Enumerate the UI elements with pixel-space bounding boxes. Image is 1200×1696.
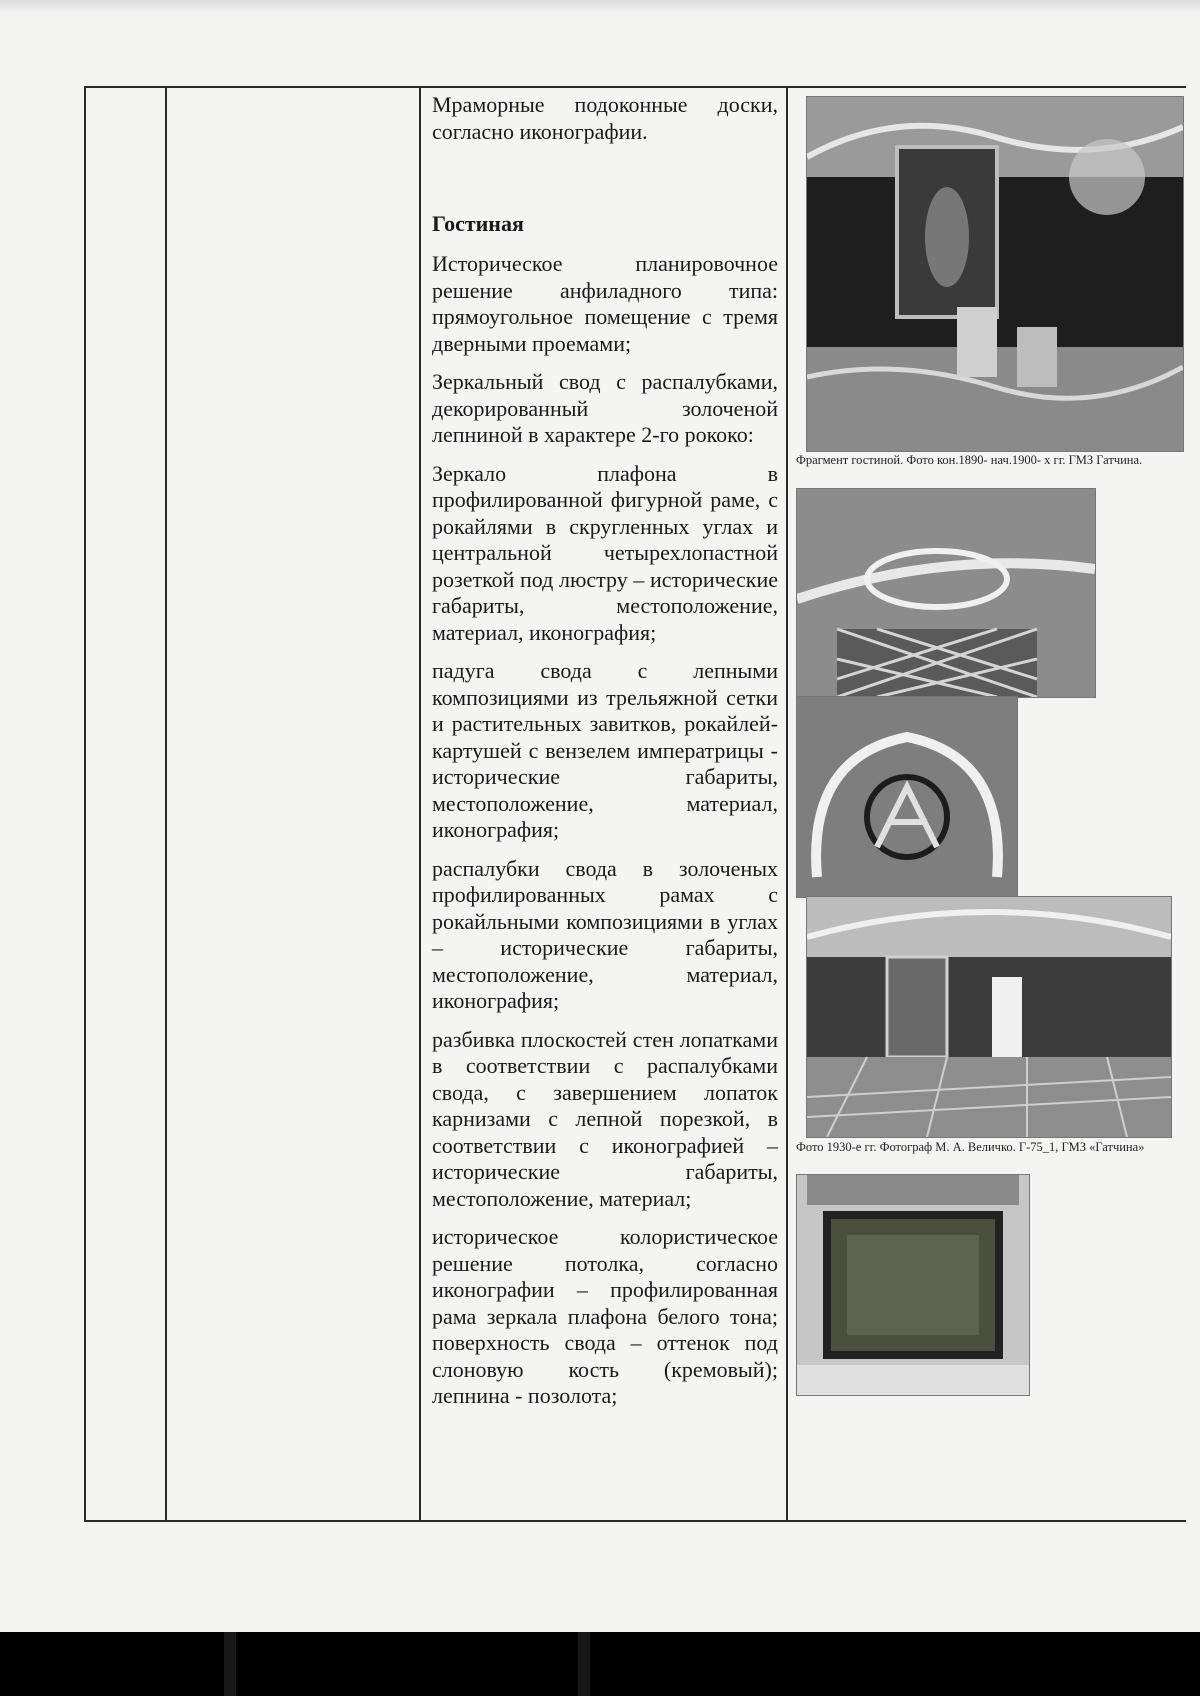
description-column xyxy=(432,92,778,1422)
paragraph-7: историческое колористическое решение потолка, согласно иконографии – профилированная рама зеркала плафона белого тона; поверхность свода – оттенок под слоновую кость (кремовый); лепнина - позолота; xyxy=(432,1224,778,1408)
paragraph-4: падуга свода с лепными композициями из трельяжной сетки и растительных завитков, рокайлей-картушей с вензелем императрицы - исторические габариты, местоположение, материал, иконография; xyxy=(432,658,778,842)
scan-bottom-edge xyxy=(0,1632,1200,1696)
photo-drawing-room-1930s xyxy=(806,896,1172,1138)
scan-top-edge xyxy=(0,0,1200,14)
paragraph-6: разбивка плоскостей стен лопатками в соответствии с распалубками свода, с завершением лопаток карнизами с лепной порезкой, в соответствии с иконографией – исторические габариты, местоположение, материал; xyxy=(432,1026,778,1211)
table-bottom-border xyxy=(84,1520,1186,1522)
paragraph-3: Зеркало плафона в профилированной фигурной раме, с рокайлями в скругленных углах и центральной четырехлопастной розеткой под люстру – исторические габариты, местоположение, материал, иконография; xyxy=(432,460,778,645)
table-top-border xyxy=(84,86,1186,88)
scan-artifact-2 xyxy=(578,1632,590,1696)
photo-monogram-cartouche xyxy=(796,696,1018,898)
column-divider-2 xyxy=(419,86,421,1522)
photo-1-caption: Фрагмент гостиной. Фото кон.1890- нач.1900- х гг. ГМЗ Гатчина. xyxy=(796,453,1143,467)
paragraph-2: Зеркальный свод с распалубками, декорированный золоченой лепниной в характере 2-го рококо: xyxy=(432,369,778,447)
photo-ceiling-molding xyxy=(796,488,1096,698)
photo-mirror-frame xyxy=(796,1174,1030,1396)
scan-artifact-1 xyxy=(224,1632,236,1696)
windows-paragraph: Мраморные подоконные доски, согласно иконографии. xyxy=(432,92,778,144)
photo-drawing-room-fragment xyxy=(806,96,1184,452)
paragraph-1: Историческое планировочное решение анфиладного типа: прямоугольное помещение с тремя дверными проемами; xyxy=(432,251,778,356)
table-left-border xyxy=(84,86,86,1522)
section-heading: Гостиная xyxy=(432,211,524,236)
paragraph-5: распалубки свода в золоченых профилированных рамах с рокайльными композициями в углах – исторические габариты, местоположение, материал, иконография; xyxy=(432,855,778,1013)
photo-4-caption: Фото 1930-е гг. Фотограф М. А. Величко. Г-75_1, ГМЗ «Гатчина» xyxy=(796,1140,1145,1154)
column-divider-1 xyxy=(165,86,167,1522)
column-divider-3 xyxy=(786,86,788,1522)
